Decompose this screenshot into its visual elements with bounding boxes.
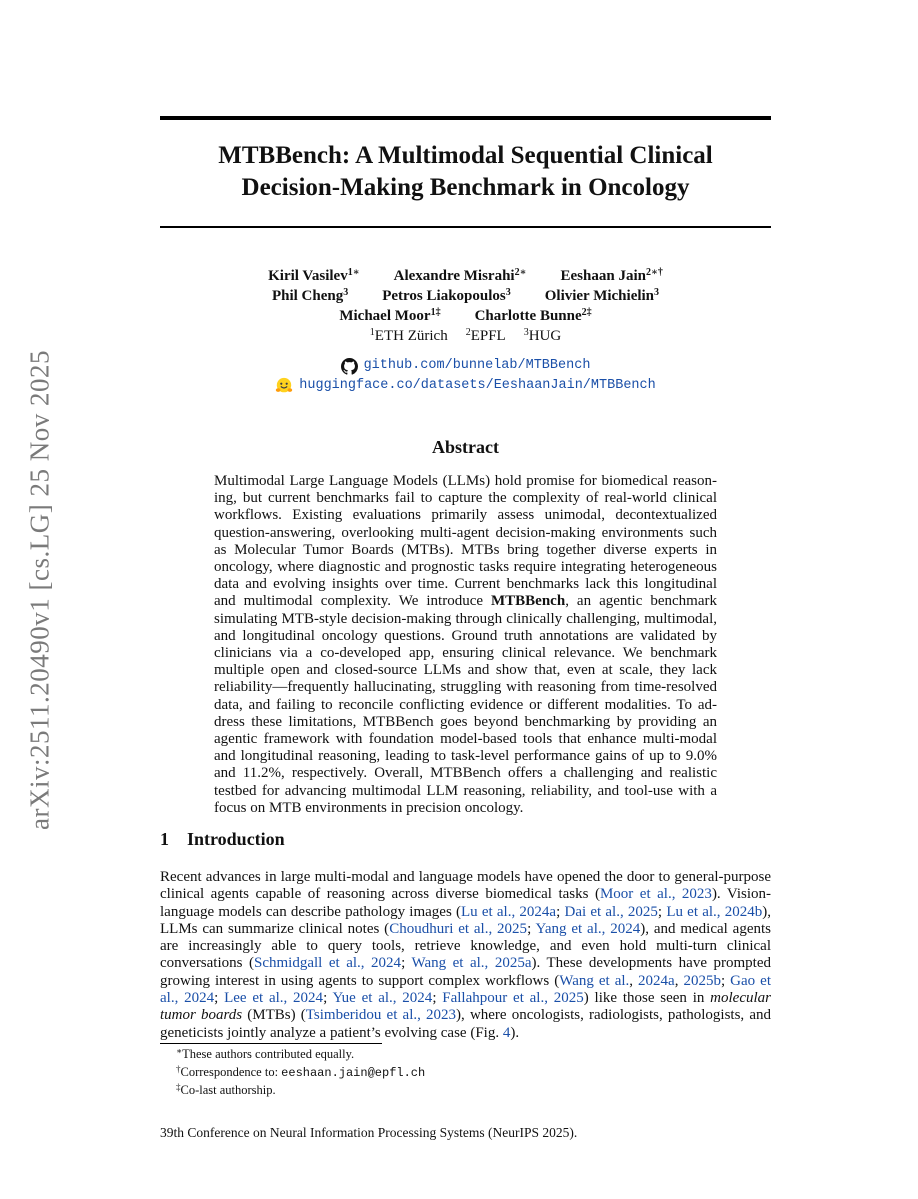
citation-link[interactable]: 2025b [683,972,721,989]
footnote-equal-contribution: ∗These authors contributed equally. [176,1046,355,1061]
author-row-3 [160,306,771,326]
paper-title [160,140,771,204]
author: Petros Liakopoulos$^3$ [382,287,511,304]
citation-link[interactable]: Moor et al., 2023 [599,886,712,903]
citation-link[interactable]: Wang et al. [559,972,630,989]
affiliations [160,326,771,346]
footnote-co-last: ‡Co-last authorship. [176,1082,276,1097]
github-icon [341,358,358,375]
citation-link[interactable]: Schmidgall et al., 2024 [254,955,402,972]
venue-note: 39th Conference on Neural Information Processing Systems (NeurIPS 2025). [160,1125,578,1140]
affiliation: $^2$EPFL [465,327,506,344]
citation-link[interactable]: Fallahpour et al., 2025 [442,990,584,1007]
huggingface-icon [275,377,293,395]
author-block [160,266,771,326]
author-row-1 [160,266,771,286]
citation-link[interactable]: Yue et al., 2024 [332,990,433,1007]
huggingface-link[interactable]: huggingface.co/datasets/EeshaanJain/MTBBench [299,378,656,393]
section-title: Introduction [187,829,285,849]
arxiv-sidebar-stamp [15,280,65,900]
footnotes [176,1046,771,1100]
citation-link[interactable]: Lu et al., 2024a [460,903,557,920]
arxiv-identifier: arXiv:2511.20490v1 [cs.LG] 25 Nov 2025 [24,350,55,830]
introduction-paragraph: Recent advances in large multi-modal and language models have opened the door to general-purpose clinical agents capable of reasoning across diverse biomedical tasks (Moor et al., 2023). Vision- language models can describe pathology images (Lu et al., 2024a; Dai et al., 2025; Lu et al., 2024b), LLMs can summarize clinical notes (Choudhuri et al., 2025; Yang et al., 2024), and medical agents are increasingly able to query tools, retrieve knowledge, and even hold multi-turn clinical conversations (Schmidgall et al., 2024; Wang et al., 2025a). These developments have prompted growing interest in using agents to support complex workflows (Wang et al., 2024a, 2025b; Gao et al., 2024; Lee et al., 2024; Yue et al., 2024; Fallahpour et al., 2025) like those seen in molecular tumor boards (MTBs) (Tsimberidou et al., 2023), where oncologists, radiologists, pathologists, and geneticists jointly analyze a patient’s evolving case (Fig. 4). [160,869,772,1041]
abstract-heading: Abstract [432,437,499,457]
section-heading-introduction [160,829,771,850]
footnote-rule [160,1043,382,1044]
citation-link[interactable]: Lee et al., 2024 [224,990,324,1007]
footnote-correspondence: †Correspondence to: eeshaan.jain@epfl.ch [176,1063,426,1080]
title-bottom-rule [160,226,771,228]
author: Eeshaan Jain$^{2∗\dagger}$ [560,267,663,284]
correspondence-email: eeshaan.jain@epfl.ch [281,1065,426,1080]
huggingface-link-row [160,376,771,396]
resource-links [160,356,771,396]
title-top-rule [160,116,771,120]
citation-link[interactable]: Lu et al., 2024b [666,903,763,920]
benchmark-name: MTBBench [491,593,566,610]
citation-link[interactable]: Dai et al., 2025 [564,903,658,920]
citation-link[interactable]: Tsimberidou et al., 2023 [305,1007,457,1024]
author: Michael Moor$^{1\ddagger}$ [339,307,441,324]
citation-link[interactable]: Choudhuri et al., 2025 [389,920,528,937]
author: Charlotte Bunne$^{2\ddagger}$ [474,307,592,324]
abstract-body: Multimodal Large Language Models (LLMs) hold promise for biomedical reason- ing, but current benchmarks fail to capture the complexity of real-world clinical workflows. Existing evaluations primarily assess unimodal, decontextualized question-answering, overlooking multi-agent decision-making environments such as Molecular Tumor Boards (MTBs). MTBs bring together diverse experts in oncology, where diagnostic and prognostic tasks require integrating heterogeneous data and evolving insights over time. Current benchmarks lack this longitudinal and multimodal complexity. We introduce MTBBench, an agentic benchmark simulating MTB-style decision-making through clinically challenging, multimodal, and longitudinal oncology questions. Ground truth annotations are validated by clinicians via a co-developed app, ensuring clinical relevance. We benchmark multiple open and closed-source LLMs and show that, even at scale, they lack reliability—frequently hallucinating, struggling with reasoning from time-resolved data, and failing to reconcile conflicting evidence or different modalities. To ad- dress these limitations, MTBBench goes beyond benchmarking by providing an agentic framework with foundation model-based tools that enhance multi-modal and longitudinal reasoning, leading to task-level performance gains of up to 9.0% and 11.2%, respectively. Overall, MTBBench offers a challenging and realistic testbed for advancing multimodal LLM reasoning, reliability, and tool-use with a focus on MTB environments in precision oncology. [214,473,717,816]
title-line-1: MTBBench: A Multimodal Sequential Clinical [218,142,713,169]
author: Alexandre Misrahi$^{2∗}$ [393,267,527,284]
title-line-2: Decision-Making Benchmark in Oncology [241,174,690,201]
citation-link[interactable]: Yang et al., 2024 [535,920,641,937]
author: Kiril Vasilev$^{1∗}$ [268,267,360,284]
author-row-2 [160,286,771,306]
affiliation: $^3$HUG [523,327,562,344]
affiliation: $^1$ETH Zürich [369,327,448,344]
github-link-row [160,356,771,376]
italic-term: molecular tumor boards [160,990,771,1024]
figure-reference-link[interactable]: 4 [502,1024,511,1041]
citation-link[interactable]: Wang et al., 2025a [411,955,532,972]
citation-link[interactable]: Gao et al., 2024 [160,972,771,1007]
author: Olivier Michielin$^3$ [544,287,660,304]
citation-link[interactable]: 2024a [638,972,675,989]
github-link[interactable]: github.com/bunnelab/MTBBench [363,358,591,373]
author: Phil Cheng$^3$ [271,287,349,304]
section-number: 1 [160,829,169,849]
